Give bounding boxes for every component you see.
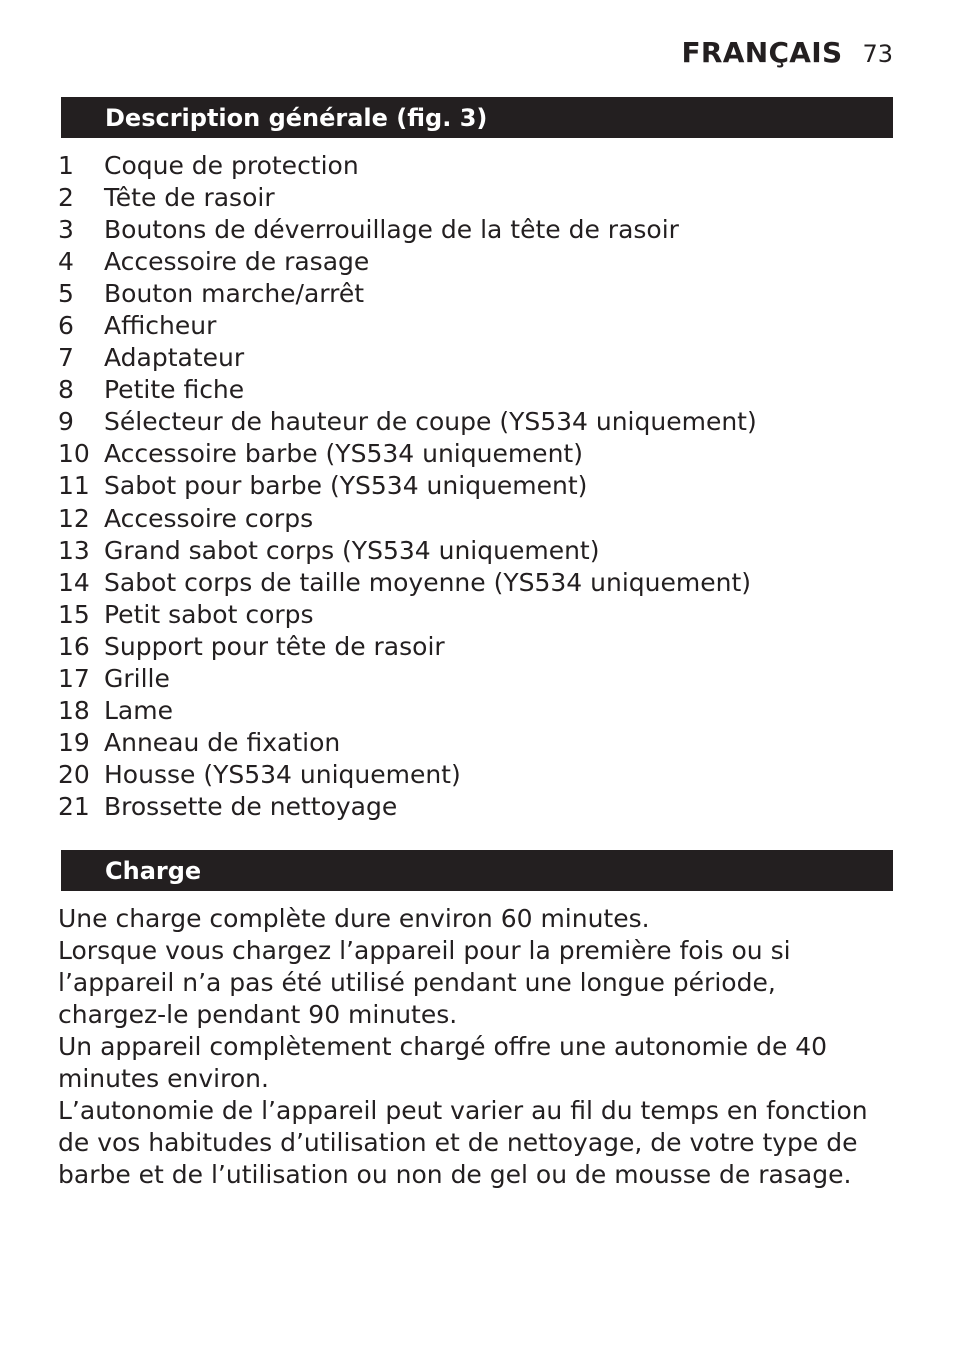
item-number: 13 bbox=[58, 535, 90, 565]
item-label: Accessoire barbe (YS534 uniquement) bbox=[104, 439, 583, 469]
item-number: 4 bbox=[58, 247, 74, 277]
page-number: 73 bbox=[862, 40, 893, 68]
item-label: Boutons de déverrouillage de la tête de rasoir bbox=[104, 215, 679, 245]
parts-list bbox=[58, 150, 757, 823]
paragraph: Une charge complète dure environ 60 minutes. bbox=[58, 904, 650, 933]
item-label: Sabot pour barbe (YS534 uniquement) bbox=[104, 471, 588, 501]
list-item bbox=[58, 374, 757, 406]
item-label: Afficheur bbox=[104, 311, 217, 341]
item-label: Sélecteur de hauteur de coupe (YS534 uniquement) bbox=[104, 407, 757, 437]
list-item bbox=[58, 791, 757, 823]
charge-body bbox=[58, 903, 878, 1191]
section-heading-charge bbox=[61, 850, 893, 891]
item-label: Petite fiche bbox=[104, 375, 245, 405]
item-number: 16 bbox=[58, 631, 90, 661]
list-item bbox=[58, 470, 757, 502]
list-item bbox=[58, 438, 757, 470]
list-item bbox=[58, 759, 757, 791]
section-heading-description bbox=[61, 97, 893, 138]
item-number: 5 bbox=[58, 279, 74, 309]
list-item bbox=[58, 406, 757, 438]
list-item bbox=[58, 663, 757, 695]
item-label: Sabot corps de taille moyenne (YS534 uniquement) bbox=[104, 567, 752, 597]
item-number: 7 bbox=[58, 343, 74, 373]
section-title: Description générale (fig. 3) bbox=[105, 103, 488, 132]
item-label: Tête de rasoir bbox=[104, 183, 275, 213]
item-label: Brossette de nettoyage bbox=[104, 791, 398, 821]
page-header bbox=[681, 36, 893, 69]
item-label: Petit sabot corps bbox=[104, 599, 314, 629]
list-item bbox=[58, 150, 757, 182]
item-number: 6 bbox=[58, 311, 74, 341]
item-number: 1 bbox=[58, 151, 74, 180]
item-number: 17 bbox=[58, 663, 90, 693]
item-label: Lame bbox=[104, 695, 173, 725]
list-item bbox=[58, 182, 757, 214]
list-item bbox=[58, 214, 757, 246]
item-number: 21 bbox=[58, 791, 90, 821]
item-label: Support pour tête de rasoir bbox=[104, 631, 445, 661]
item-number: 14 bbox=[58, 567, 90, 597]
paragraph: Un appareil complètement chargé offre une autonomie de 40 minutes environ. bbox=[58, 1032, 828, 1093]
item-number: 12 bbox=[58, 503, 90, 533]
item-number: 8 bbox=[58, 375, 74, 405]
item-label: Grand sabot corps (YS534 uniquement) bbox=[104, 535, 600, 565]
item-number: 20 bbox=[58, 759, 90, 789]
item-label: Accessoire corps bbox=[104, 503, 314, 533]
item-number: 10 bbox=[58, 439, 90, 469]
item-number: 3 bbox=[58, 215, 74, 245]
item-label: Adaptateur bbox=[104, 343, 245, 373]
list-item bbox=[58, 246, 757, 278]
list-item bbox=[58, 695, 757, 727]
paragraph: Lorsque vous chargez l’appareil pour la première fois ou si l’appareil n’a pas été utilisé pendant une longue période, chargez-le pendant 90 minutes. bbox=[58, 936, 791, 1029]
item-label: Bouton marche/arrêt bbox=[104, 279, 365, 309]
item-number: 2 bbox=[58, 183, 74, 213]
item-number: 11 bbox=[58, 471, 90, 501]
item-label: Anneau de fixation bbox=[104, 727, 341, 757]
list-item bbox=[58, 599, 757, 631]
item-label: Accessoire de rasage bbox=[104, 247, 370, 277]
list-item bbox=[58, 310, 757, 342]
list-item bbox=[58, 535, 757, 567]
item-label: Coque de protection bbox=[104, 151, 359, 180]
list-item bbox=[58, 342, 757, 374]
language-label: FRANÇAIS bbox=[681, 36, 843, 69]
item-label: Housse (YS534 uniquement) bbox=[104, 759, 461, 789]
list-item bbox=[58, 631, 757, 663]
section-title: Charge bbox=[105, 856, 202, 885]
item-number: 18 bbox=[58, 695, 90, 725]
item-number: 19 bbox=[58, 727, 90, 757]
list-item bbox=[58, 727, 757, 759]
list-item bbox=[58, 503, 757, 535]
list-item bbox=[58, 567, 757, 599]
item-label: Grille bbox=[104, 663, 170, 693]
item-number: 9 bbox=[58, 407, 74, 437]
paragraph: L’autonomie de l’appareil peut varier au fil du temps en fonction de vos habitudes d’utilisation et de nettoyage, de votre type de barbe et de l’utilisation ou non de gel ou de mousse de rasage. bbox=[58, 1096, 868, 1189]
item-number: 15 bbox=[58, 599, 90, 629]
list-item bbox=[58, 278, 757, 310]
